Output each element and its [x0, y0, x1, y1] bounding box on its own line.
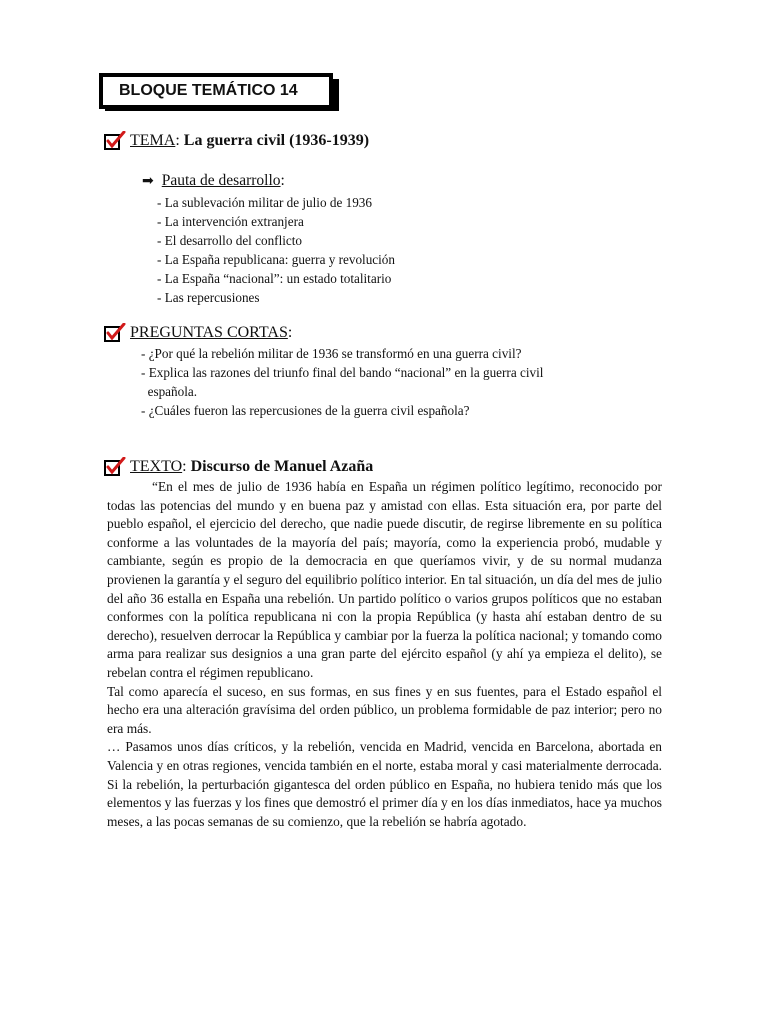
checkbox-check-icon — [104, 323, 126, 343]
list-item: española. — [141, 384, 198, 399]
bloque-tematico-header — [99, 73, 341, 113]
preguntas-label: PREGUNTAS CORTAS — [130, 324, 288, 341]
list-item: - La España “nacional”: un estado totalitario — [157, 271, 392, 286]
texto-label: TEXTO — [130, 458, 183, 475]
preguntas-sep: : — [287, 324, 293, 341]
paragraph: … Pasamos unos días críticos, y la rebelión, vencida en Madrid, vencida en Barcelona, abortada en Valencia y en otras regiones, vencida también en el norte, estaba moral y casi materialmente derrocada. Si la rebelión, la perturbación gigantesca del orden público en España, no hubiera tenido más que los elementos y las fuerzas y los fines que demostró el primer día y en los días inmediatos, hace ya muchos meses, a las pocas semanas de su comienzo, que la rebelión se habría agotado. — [107, 739, 662, 829]
list-item: - La España republicana: guerra y revolución — [157, 252, 395, 267]
preguntas-list — [141, 344, 543, 420]
checkbox-check-icon — [104, 457, 126, 477]
list-item: - La sublevación militar de julio de 1936 — [157, 195, 372, 210]
paragraph: “En el mes de julio de 1936 había en España un régimen político legítimo, reconocido por todas las potencias del mundo y en buena paz y amistad con ellas. Esta situación era, por parte del pueblo español, el ejercicio del derecho, que nadie puede discutir, de regirse libremente en su política conforme a las voluntades de la mayoría del país; mayoría, como la experiencia probó, mudable y cambiante, según es propio de la democracia en que queríamos vivir, y de su normal mudanza provienen la garantía y el seguro del equilibrio político interior. En tal situación, un día del mes de julio del año 36 estalla en España una rebelión. Un partido político o varios grupos políticos que no estaban conformes con la política republicana ni con la propia República (y hasta ahí estaban dentro de su derecho), resuelven derrocar la República y cambiar por la fuerza la política nacional; y tomando como arma para realizar sus designios a una gran parte del ejército español (y ahí ya empieza el delito), se rebelan contra el régimen republicano. — [107, 479, 662, 680]
texto-heading — [104, 457, 373, 477]
tema-sep: : — [175, 132, 184, 149]
list-item: - La intervención extranjera — [157, 214, 304, 229]
texto-sep: : — [182, 458, 191, 475]
list-item: - Las repercusiones — [157, 290, 260, 305]
pauta-label: Pauta de desarrollo — [161, 172, 281, 189]
list-item: - ¿Por qué la rebelión militar de 1936 se transformó en una guerra civil? — [141, 346, 522, 361]
tema-label: TEMA — [130, 132, 176, 149]
bloque-tematico-label: BLOQUE TEMÁTICO 14 — [99, 73, 333, 109]
texto-title: Discurso de Manuel Azaña — [190, 458, 374, 475]
list-item: - ¿Cuáles fueron las repercusiones de la guerra civil española? — [141, 403, 470, 418]
tema-heading — [104, 131, 369, 151]
texto-body — [107, 478, 662, 831]
preguntas-heading — [104, 323, 292, 343]
pauta-sep: : — [280, 172, 285, 189]
checkbox-check-icon — [104, 131, 126, 151]
arrow-right-icon: ➡ — [142, 173, 154, 189]
list-item: - El desarrollo del conflicto — [157, 233, 303, 248]
pauta-heading — [142, 172, 285, 190]
tema-title: La guerra civil (1936-1939) — [183, 132, 370, 149]
list-item: - Explica las razones del triunfo final del bando “nacional” en la guerra civil — [141, 365, 544, 380]
paragraph: Tal como aparecía el suceso, en sus formas, en sus fines y en sus fuentes, para el Estado español el hecho era una alteración gravísima del orden público, un problema formidable de paz interior; pero no era más. — [107, 683, 662, 736]
pauta-list — [157, 193, 395, 307]
